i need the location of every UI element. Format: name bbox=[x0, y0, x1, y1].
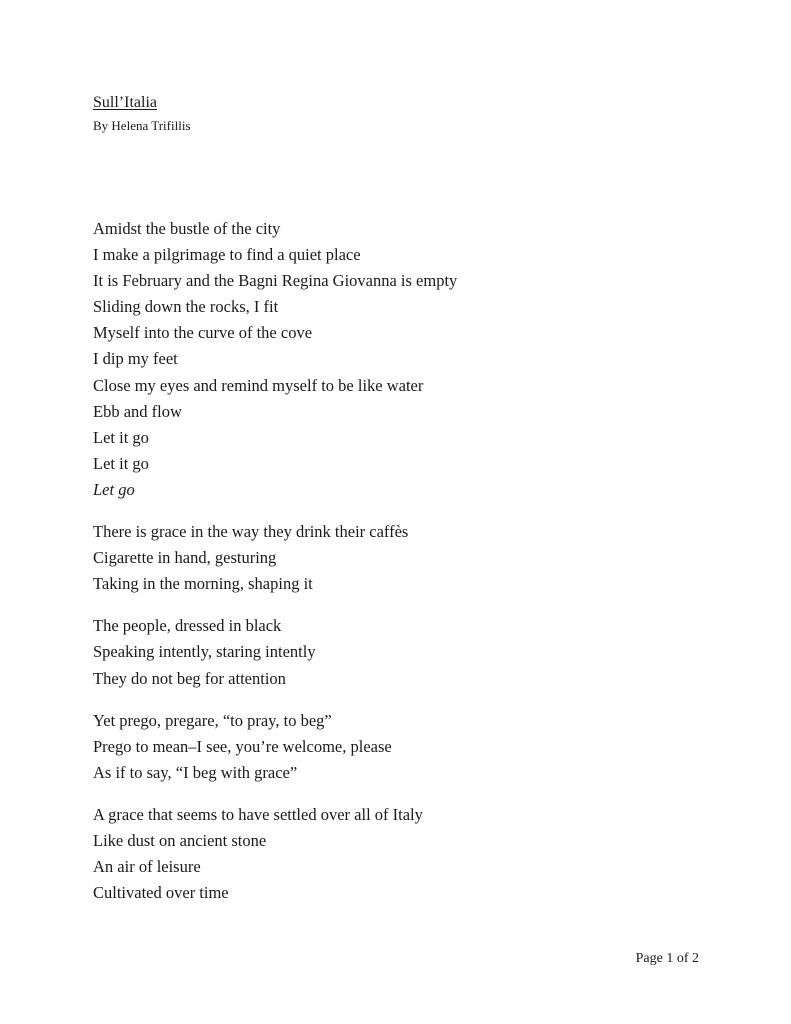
poem-line: Let go bbox=[93, 479, 135, 499]
poem-line: As if to say, “I beg with grace” bbox=[93, 762, 298, 782]
stanza bbox=[93, 613, 733, 691]
poem-line: Prego to mean–I see, you’re welcome, please bbox=[93, 736, 392, 756]
page-number: Page 1 of 2 bbox=[635, 951, 699, 966]
poem-title: Sull’Italia bbox=[93, 94, 157, 111]
poem-line: Close my eyes and remind myself to be like water bbox=[93, 375, 424, 395]
stanza bbox=[93, 802, 733, 906]
stanza bbox=[93, 519, 733, 597]
poem-line: I dip my feet bbox=[93, 349, 178, 369]
poem-line: Cultivated over time bbox=[93, 883, 229, 903]
poem-body bbox=[93, 216, 733, 922]
poem-line: An air of leisure bbox=[93, 857, 201, 877]
poem-line: The people, dressed in black bbox=[93, 616, 282, 636]
poem-line: There is grace in the way they drink their caffès bbox=[93, 522, 409, 542]
poem-line: Let it go bbox=[93, 427, 149, 447]
stanza bbox=[93, 708, 733, 786]
poem-line: It is February and the Bagni Regina Giovanna is empty bbox=[93, 271, 458, 291]
poem-line: Ebb and flow bbox=[93, 401, 182, 421]
stanza bbox=[93, 216, 733, 503]
document-header bbox=[93, 93, 191, 135]
poem-line: Speaking intently, staring intently bbox=[93, 642, 316, 662]
poem-line: Like dust on ancient stone bbox=[93, 830, 267, 850]
poem-line: Myself into the curve of the cove bbox=[93, 323, 313, 343]
poem-line: Taking in the morning, shaping it bbox=[93, 574, 313, 594]
poem-line: I make a pilgrimage to find a quiet place bbox=[93, 245, 361, 265]
poem-line: They do not beg for attention bbox=[93, 668, 286, 688]
poem-line: Cigarette in hand, gesturing bbox=[93, 548, 277, 568]
poem-line: A grace that seems to have settled over all of Italy bbox=[93, 804, 423, 824]
poem-line: Yet prego, pregare, “to pray, to beg” bbox=[93, 710, 332, 730]
author-byline: By Helena Trifillis bbox=[93, 118, 191, 133]
poem-line: Amidst the bustle of the city bbox=[93, 219, 281, 238]
poem-line: Let it go bbox=[93, 453, 149, 473]
poem-line: Sliding down the rocks, I fit bbox=[93, 297, 279, 317]
